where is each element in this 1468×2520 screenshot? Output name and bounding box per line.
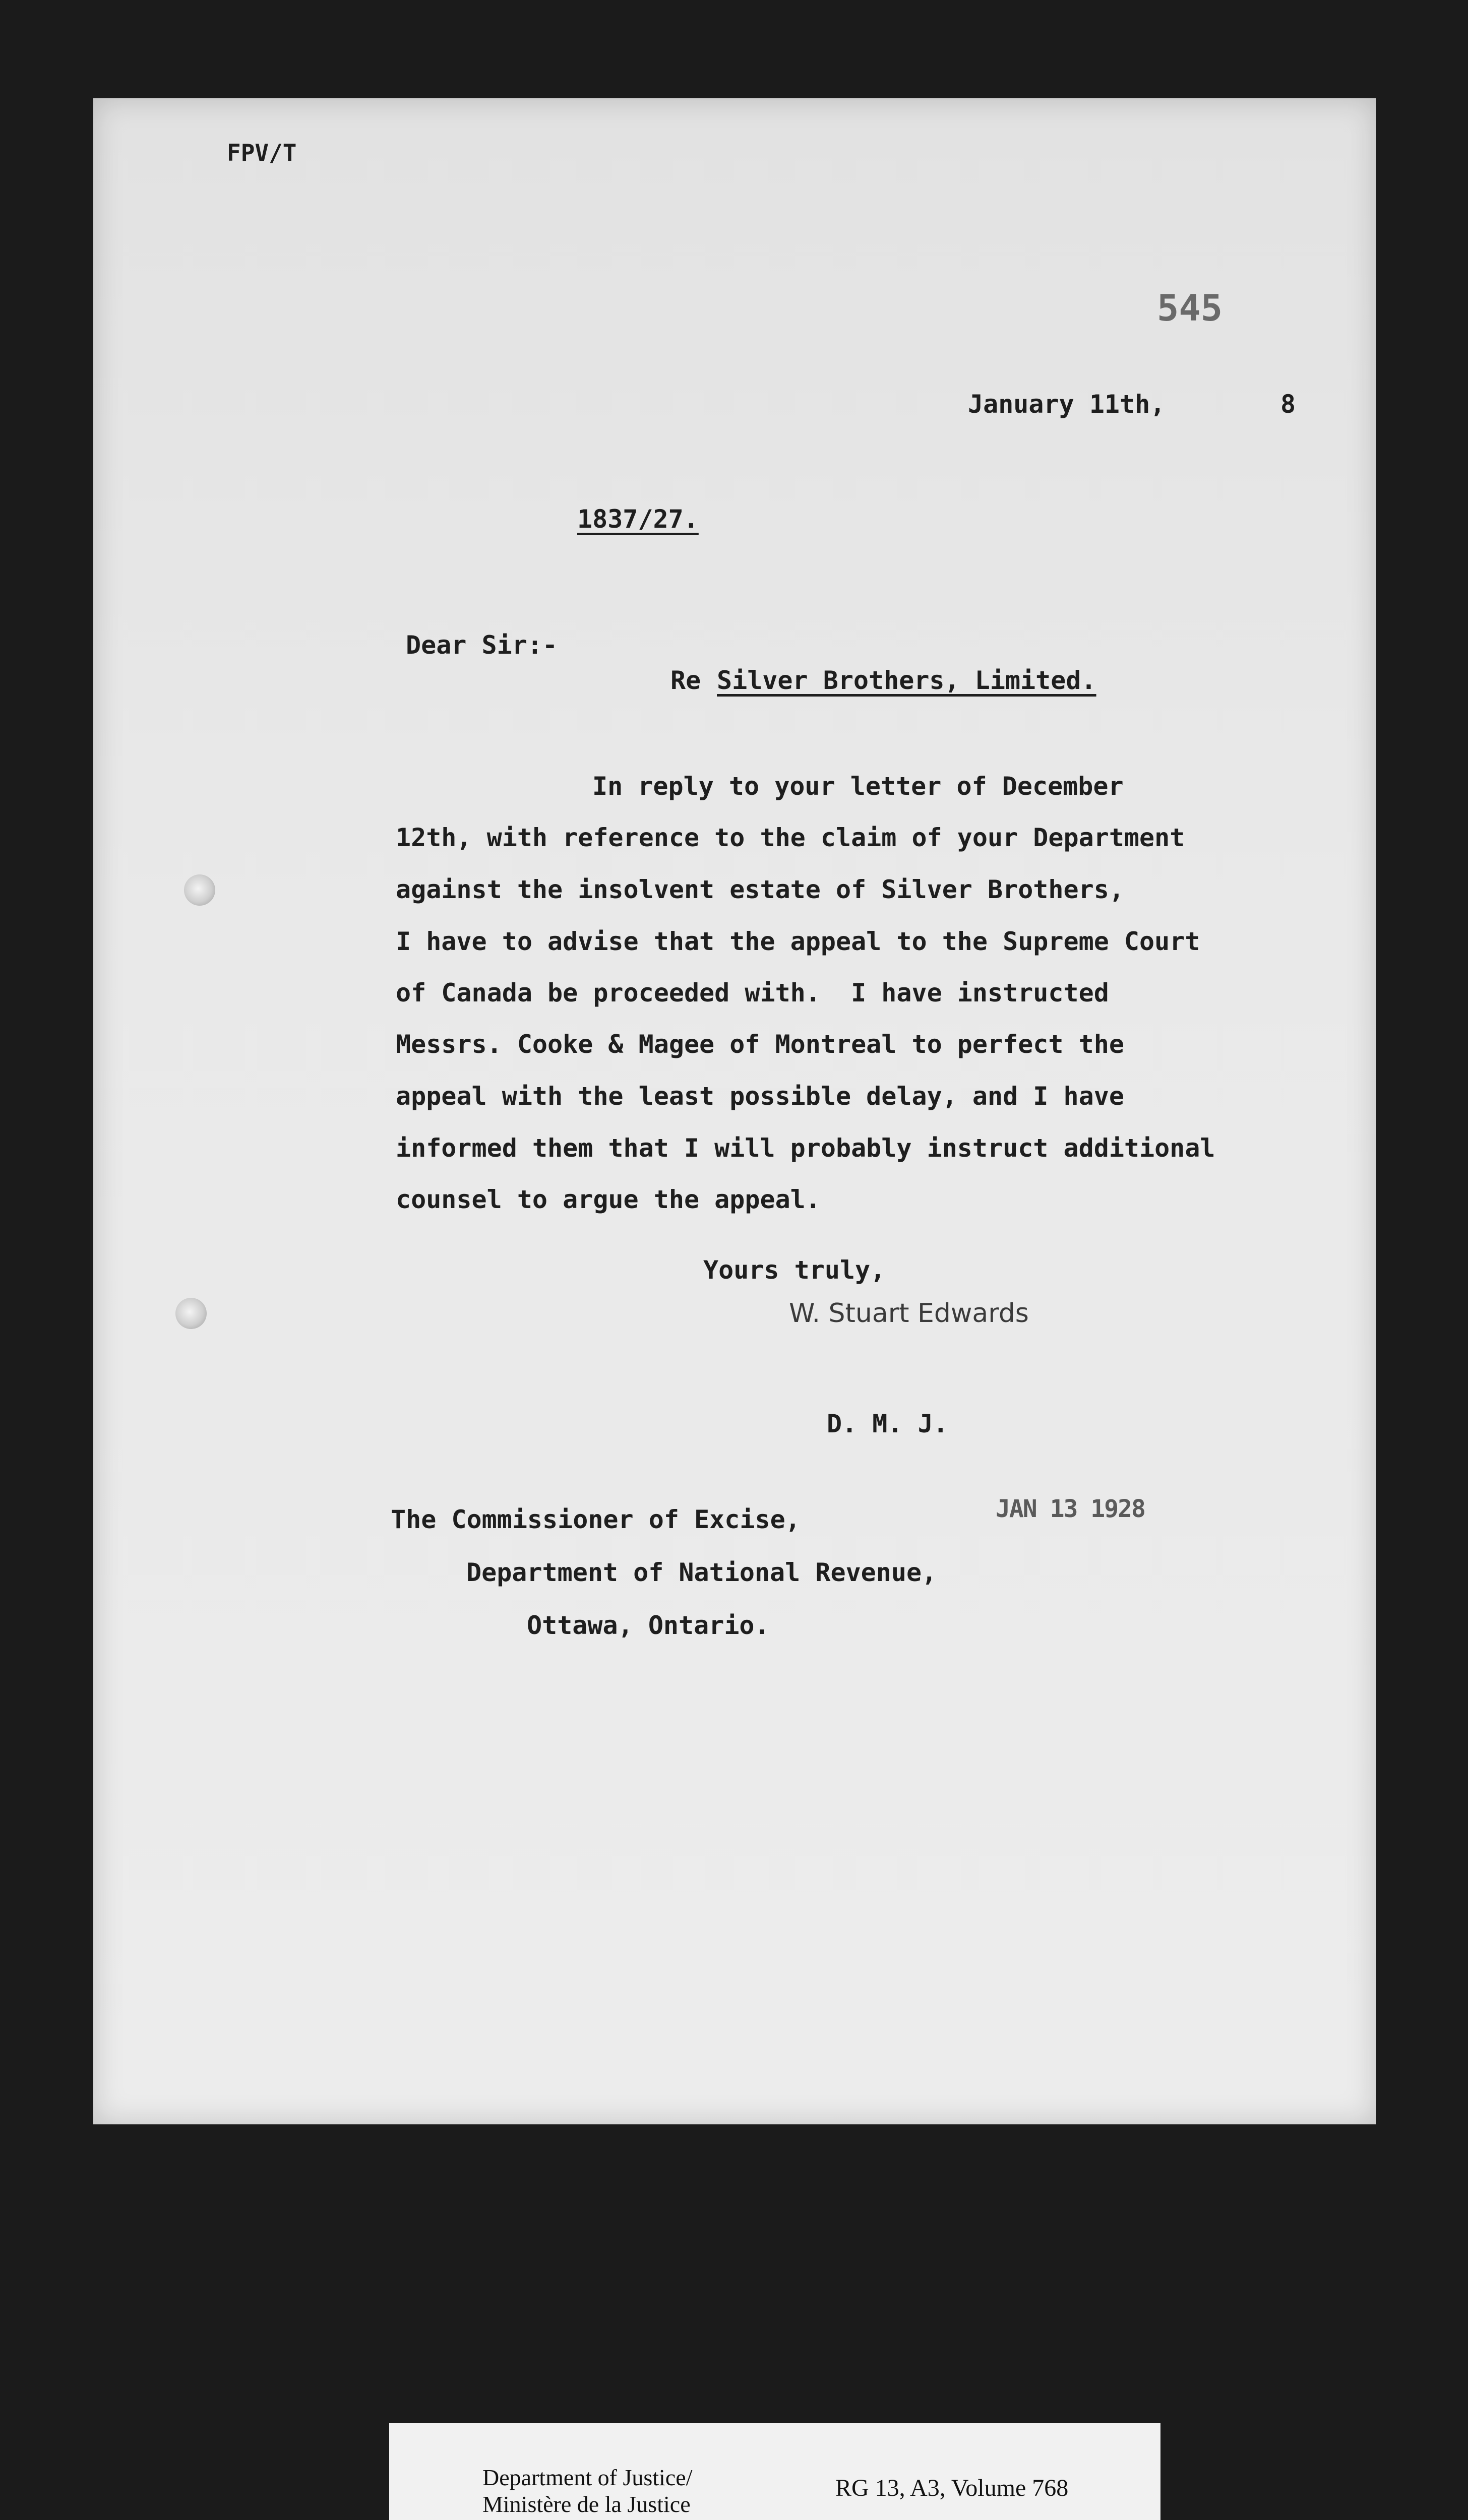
recipient-line: Department of National Revenue, [466, 1558, 937, 1587]
signer-title: D. M. J. [827, 1409, 948, 1438]
re-prefix: Re [670, 666, 701, 695]
re-subject: Silver Brothers, Limited. [717, 666, 1096, 695]
body-line: appeal with the least possible delay, and I have [396, 1082, 1124, 1111]
department-fr: Ministère de la Justice [482, 2491, 691, 2517]
body-line: against the insolvent estate of Silver Brothers, [396, 875, 1124, 904]
body-line: informed them that I will probably instruct additional [396, 1133, 1215, 1163]
received-stamp: JAN 13 1928 [996, 1495, 1145, 1523]
salutation: Dear Sir:- [406, 631, 558, 660]
letter-sheet [93, 98, 1376, 2124]
body-line: 12th, with reference to the claim of your Department [396, 823, 1185, 852]
binder-hole [184, 874, 215, 906]
letter-date: January 11th, [968, 390, 1166, 419]
department-en: Department of Justice/ [482, 2465, 693, 2490]
file-number: 1837/27. [577, 505, 699, 534]
typist-initials: FPV/T [227, 139, 297, 166]
signature: W. Stuart Edwards [789, 1298, 1029, 1329]
body-line: Messrs. Cooke & Magee of Montreal to perfect the [396, 1030, 1124, 1059]
date-year-fragment: 8 [1280, 390, 1296, 419]
body-line: I have to advise that the appeal to the Supreme Court [396, 927, 1200, 956]
page-number: 545 [1157, 287, 1223, 329]
archive-reference: RG 13, A3, Volume 768 [835, 2475, 1069, 2501]
archive-reference-label [389, 2423, 1160, 2520]
recipient-line: Ottawa, Ontario. [527, 1611, 770, 1640]
recipient-line: The Commissioner of Excise, [391, 1505, 801, 1534]
binder-hole [175, 1298, 207, 1329]
body-line: In reply to your letter of December [592, 772, 1124, 801]
body-line: counsel to argue the appeal. [396, 1185, 821, 1214]
body-line: of Canada be proceeded with. I have instructed [396, 978, 1109, 1007]
closing: Yours truly, [703, 1255, 886, 1285]
